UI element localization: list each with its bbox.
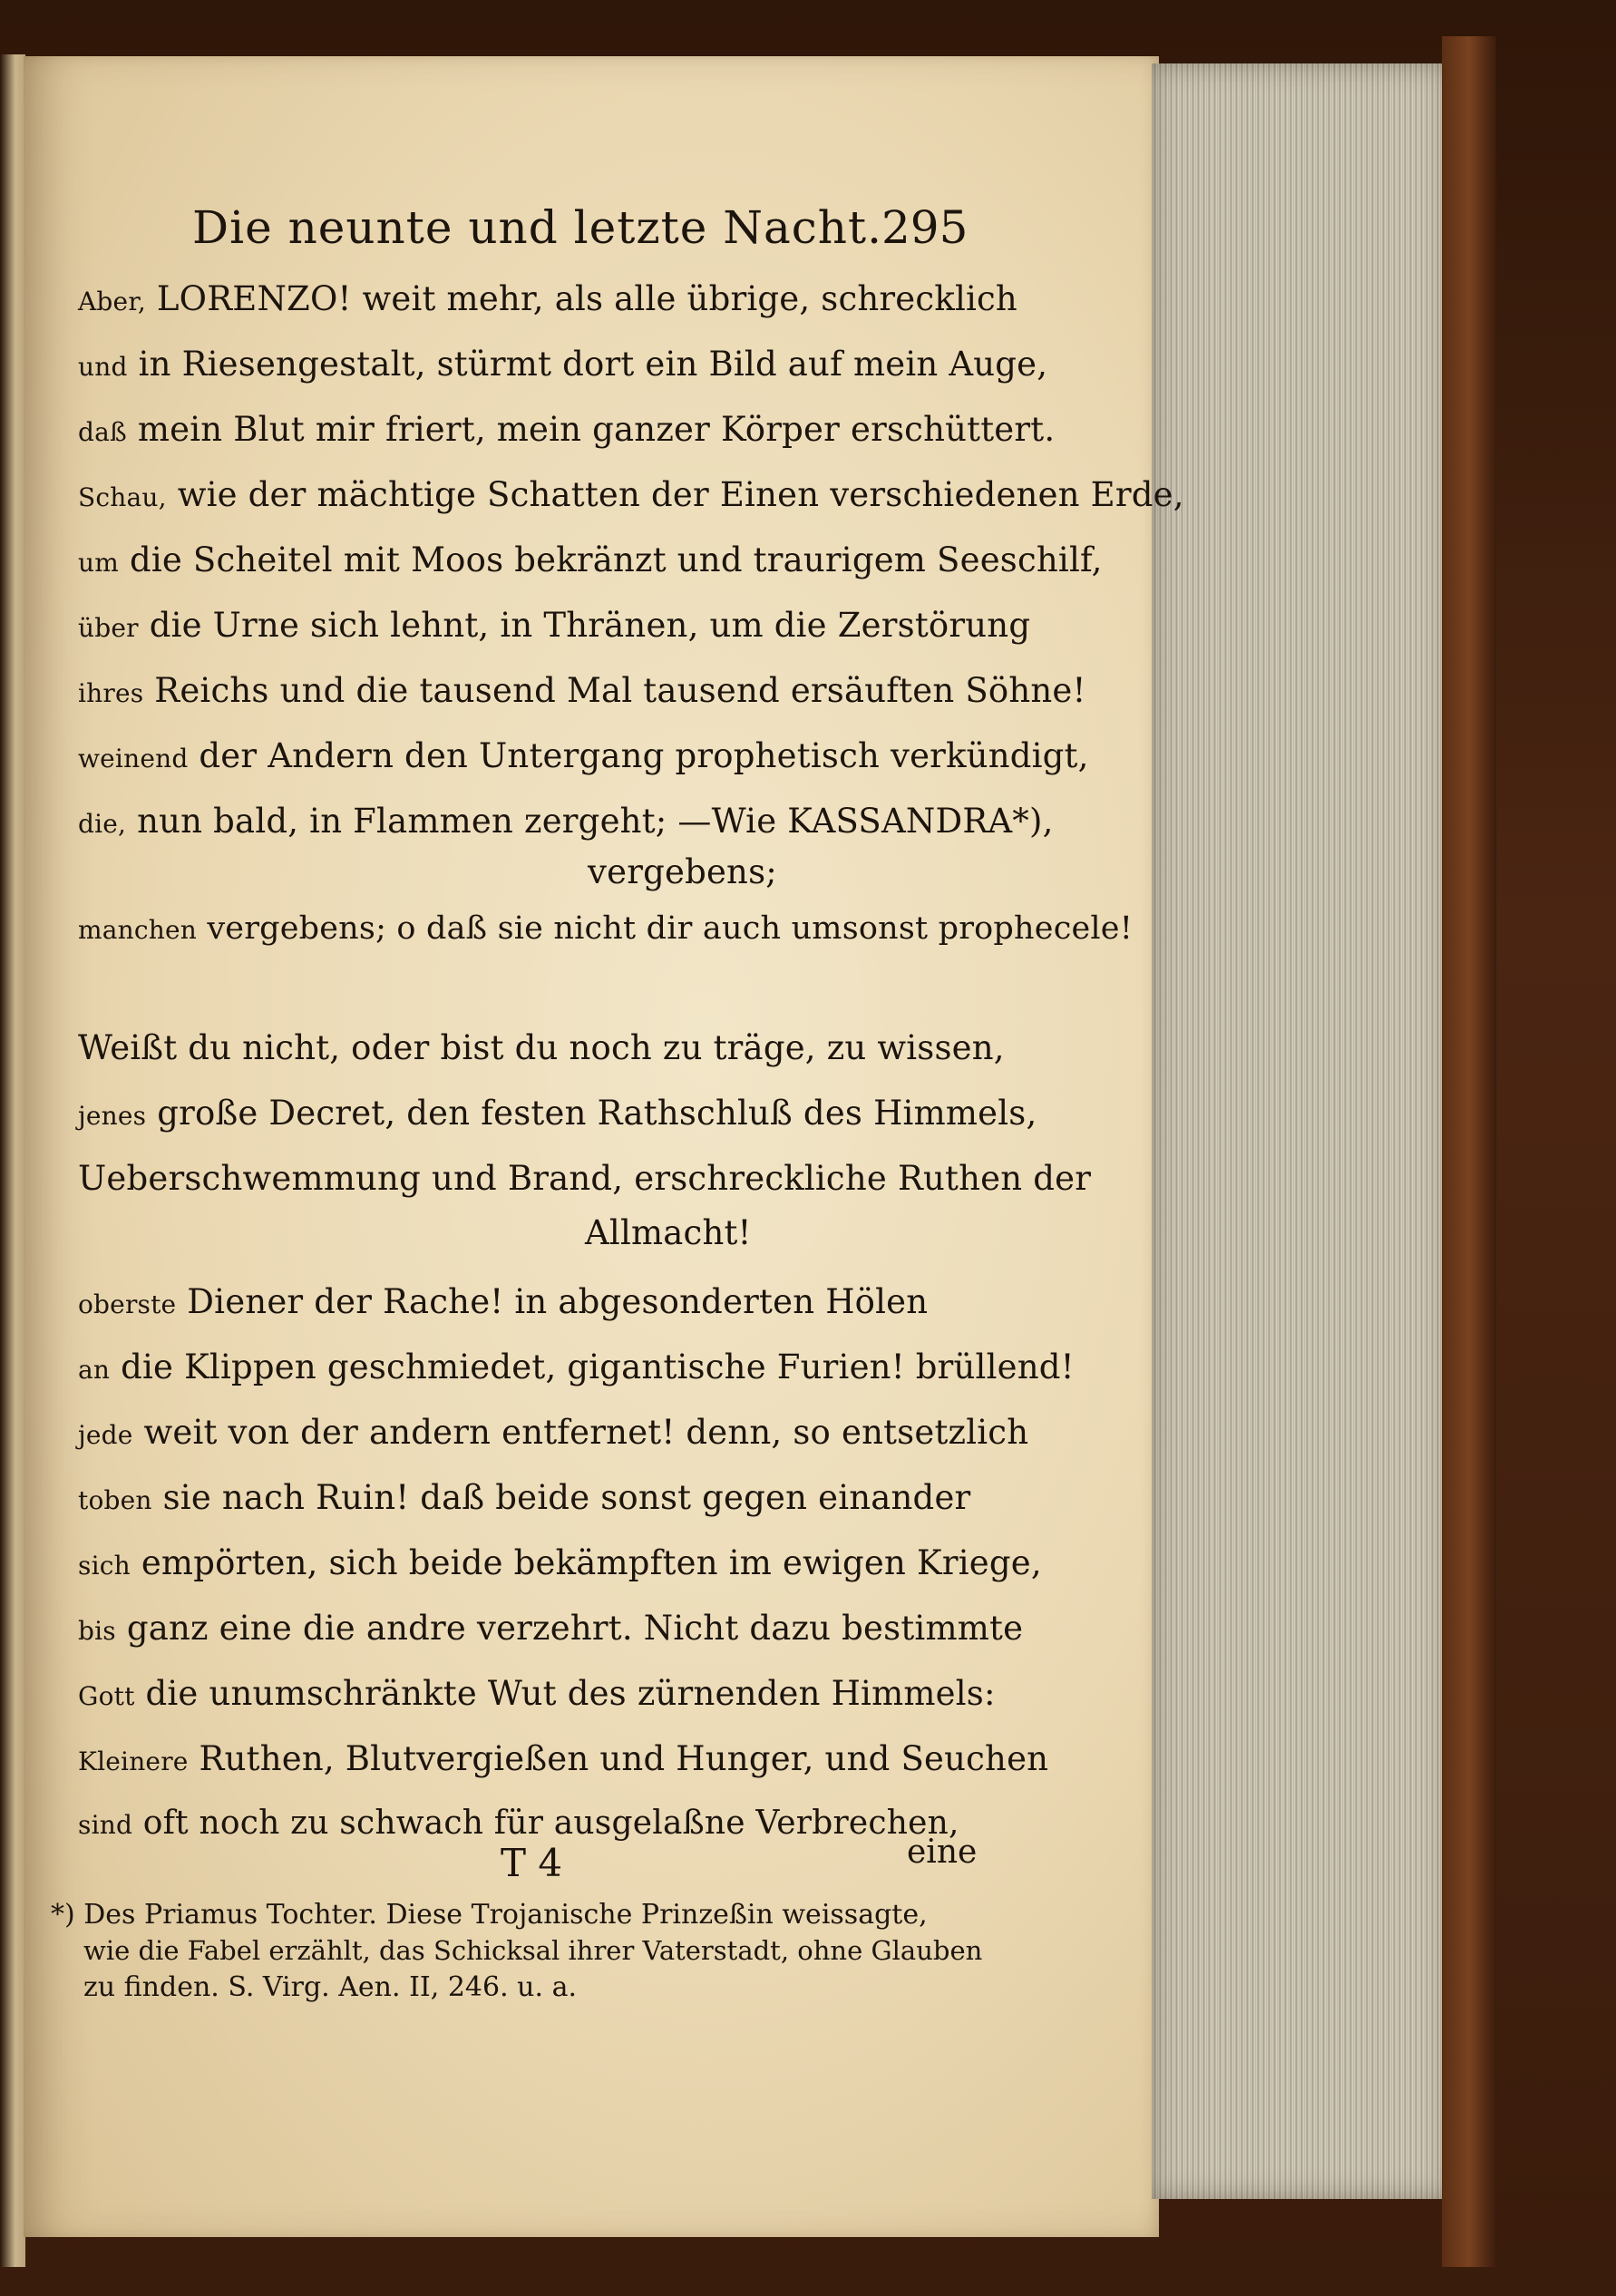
line-text: die Scheitel mit Moos bekränzt und traurigem Seeschilf, xyxy=(129,540,1103,579)
line-text: der Andern den Untergang prophetisch verkündigt, xyxy=(199,736,1089,775)
line-text: nun bald, in Flammen zergeht; —Wie KASSANDRA*), xyxy=(137,802,1054,841)
line-lead: die, xyxy=(78,809,127,839)
line-text: Allmacht! xyxy=(585,1213,752,1252)
text-line xyxy=(78,1028,1005,1067)
signature-mark: T 4 xyxy=(501,1841,563,1885)
text-line xyxy=(78,910,1133,947)
line-text: mein Blut mir friert, mein ganzer Körper erschüttert. xyxy=(137,410,1056,449)
text-line xyxy=(78,1282,928,1321)
text-line xyxy=(78,1159,1091,1198)
line-text: vergebens; xyxy=(588,852,777,891)
text-line xyxy=(78,1805,959,1842)
line-text: empörten, sich beide bekämpften im ewigen Kriege, xyxy=(141,1543,1042,1582)
text-line xyxy=(78,1674,996,1713)
line-text: in Riesengestalt, stürmt dort ein Bild auf mein Auge, xyxy=(138,345,1048,384)
page-block-edges xyxy=(1152,63,1451,2199)
line-lead: manchen xyxy=(78,915,197,945)
line-text: du nicht, oder bist du noch zu träge, zu wissen, xyxy=(188,1028,1005,1067)
previous-page-edge xyxy=(0,54,25,2267)
book-cover-edge xyxy=(1442,36,1496,2267)
line-lead: weinend xyxy=(78,744,189,773)
line-lead: um xyxy=(78,548,119,578)
text-line xyxy=(78,540,1103,579)
running-header xyxy=(0,201,1159,265)
text-line xyxy=(78,1739,1048,1778)
line-lead: jenes xyxy=(78,1101,147,1131)
line-lead: bis xyxy=(78,1616,116,1646)
line-text: Diener der Rache! in abgesonderten Hölen xyxy=(187,1282,929,1321)
line-text: wie der mächtige Schatten der Einen verschiedenen Erde, xyxy=(177,475,1184,514)
line-text: vergebens; o daß sie nicht dir auch umsonst prophecele! xyxy=(207,910,1133,947)
page-number: 295 xyxy=(881,201,969,254)
text-line xyxy=(585,1213,752,1252)
line-lead: Weißt xyxy=(78,1028,178,1067)
running-title: Die neunte und letzte Nacht. xyxy=(192,201,882,254)
text-line xyxy=(78,606,1030,645)
text-line xyxy=(78,736,1089,775)
line-lead: Aber, xyxy=(78,287,146,316)
line-lead: toben xyxy=(78,1485,152,1515)
line-lead: sich xyxy=(78,1551,131,1581)
text-line xyxy=(78,1413,1028,1452)
line-lead: Kleinere xyxy=(78,1746,189,1776)
line-lead: und xyxy=(78,352,128,382)
line-lead: oberste xyxy=(78,1289,177,1319)
text-line xyxy=(78,410,1055,449)
line-text: die Urne sich lehnt, in Thränen, um die Zerstörung xyxy=(149,606,1031,645)
line-lead: Gott xyxy=(78,1681,135,1711)
line-lead: Ueberschwemmung xyxy=(78,1159,421,1198)
line-text: große Decret, den festen Rathschluß des Himmels, xyxy=(157,1094,1037,1133)
line-text: LORENZO! weit mehr, als alle übrige, schrecklich xyxy=(156,279,1017,318)
line-text: Ruthen, Blutvergießen und Hunger, und Seuchen xyxy=(199,1739,1049,1778)
line-text: ganz eine die andre verzehrt. Nicht dazu bestimmte xyxy=(126,1609,1024,1648)
text-line xyxy=(78,1347,1075,1386)
line-lead: über xyxy=(78,613,139,643)
text-line xyxy=(78,279,1017,318)
catchword: eine xyxy=(907,1834,978,1871)
text-line xyxy=(78,1543,1042,1582)
line-lead: ihres xyxy=(78,678,144,708)
line-text: oft noch zu schwach für ausgelaßne Verbrechen, xyxy=(142,1805,959,1842)
footnote-line: *) Des Priamus Tochter. Diese Trojanische Prinzeßin weissagte, xyxy=(51,1899,928,1931)
line-lead: Schau, xyxy=(78,482,167,512)
text-line xyxy=(588,852,777,891)
text-line xyxy=(78,671,1086,710)
line-lead: jede xyxy=(78,1420,133,1450)
text-line xyxy=(78,1609,1023,1648)
line-text: weit von der andern entfernet! denn, so entsetzlich xyxy=(143,1413,1029,1452)
footnote-line: wie die Fabel erzählt, das Schicksal ihrer Vaterstadt, ohne Glauben xyxy=(83,1935,983,1966)
line-lead: daß xyxy=(78,417,127,447)
line-text: Reichs und die tausend Mal tausend ersäuften Söhne! xyxy=(154,671,1086,710)
text-line xyxy=(78,475,1184,514)
text-line xyxy=(78,1478,970,1517)
footnote-line: zu finden. S. Virg. Aen. II, 246. u. a. xyxy=(83,1971,577,2003)
text-line xyxy=(78,1094,1037,1133)
text-line xyxy=(78,802,1054,841)
line-text: sie nach Ruin! daß beide sonst gegen einander xyxy=(162,1478,971,1517)
line-text: und Brand, erschreckliche Ruthen der xyxy=(431,1159,1092,1198)
line-text: die unumschränkte Wut des zürnenden Himmels: xyxy=(145,1674,996,1713)
text-line xyxy=(78,345,1047,384)
line-text: die Klippen geschmiedet, gigantische Furien! brüllend! xyxy=(121,1347,1075,1386)
line-lead: an xyxy=(78,1355,111,1385)
line-lead: sind xyxy=(78,1810,133,1840)
